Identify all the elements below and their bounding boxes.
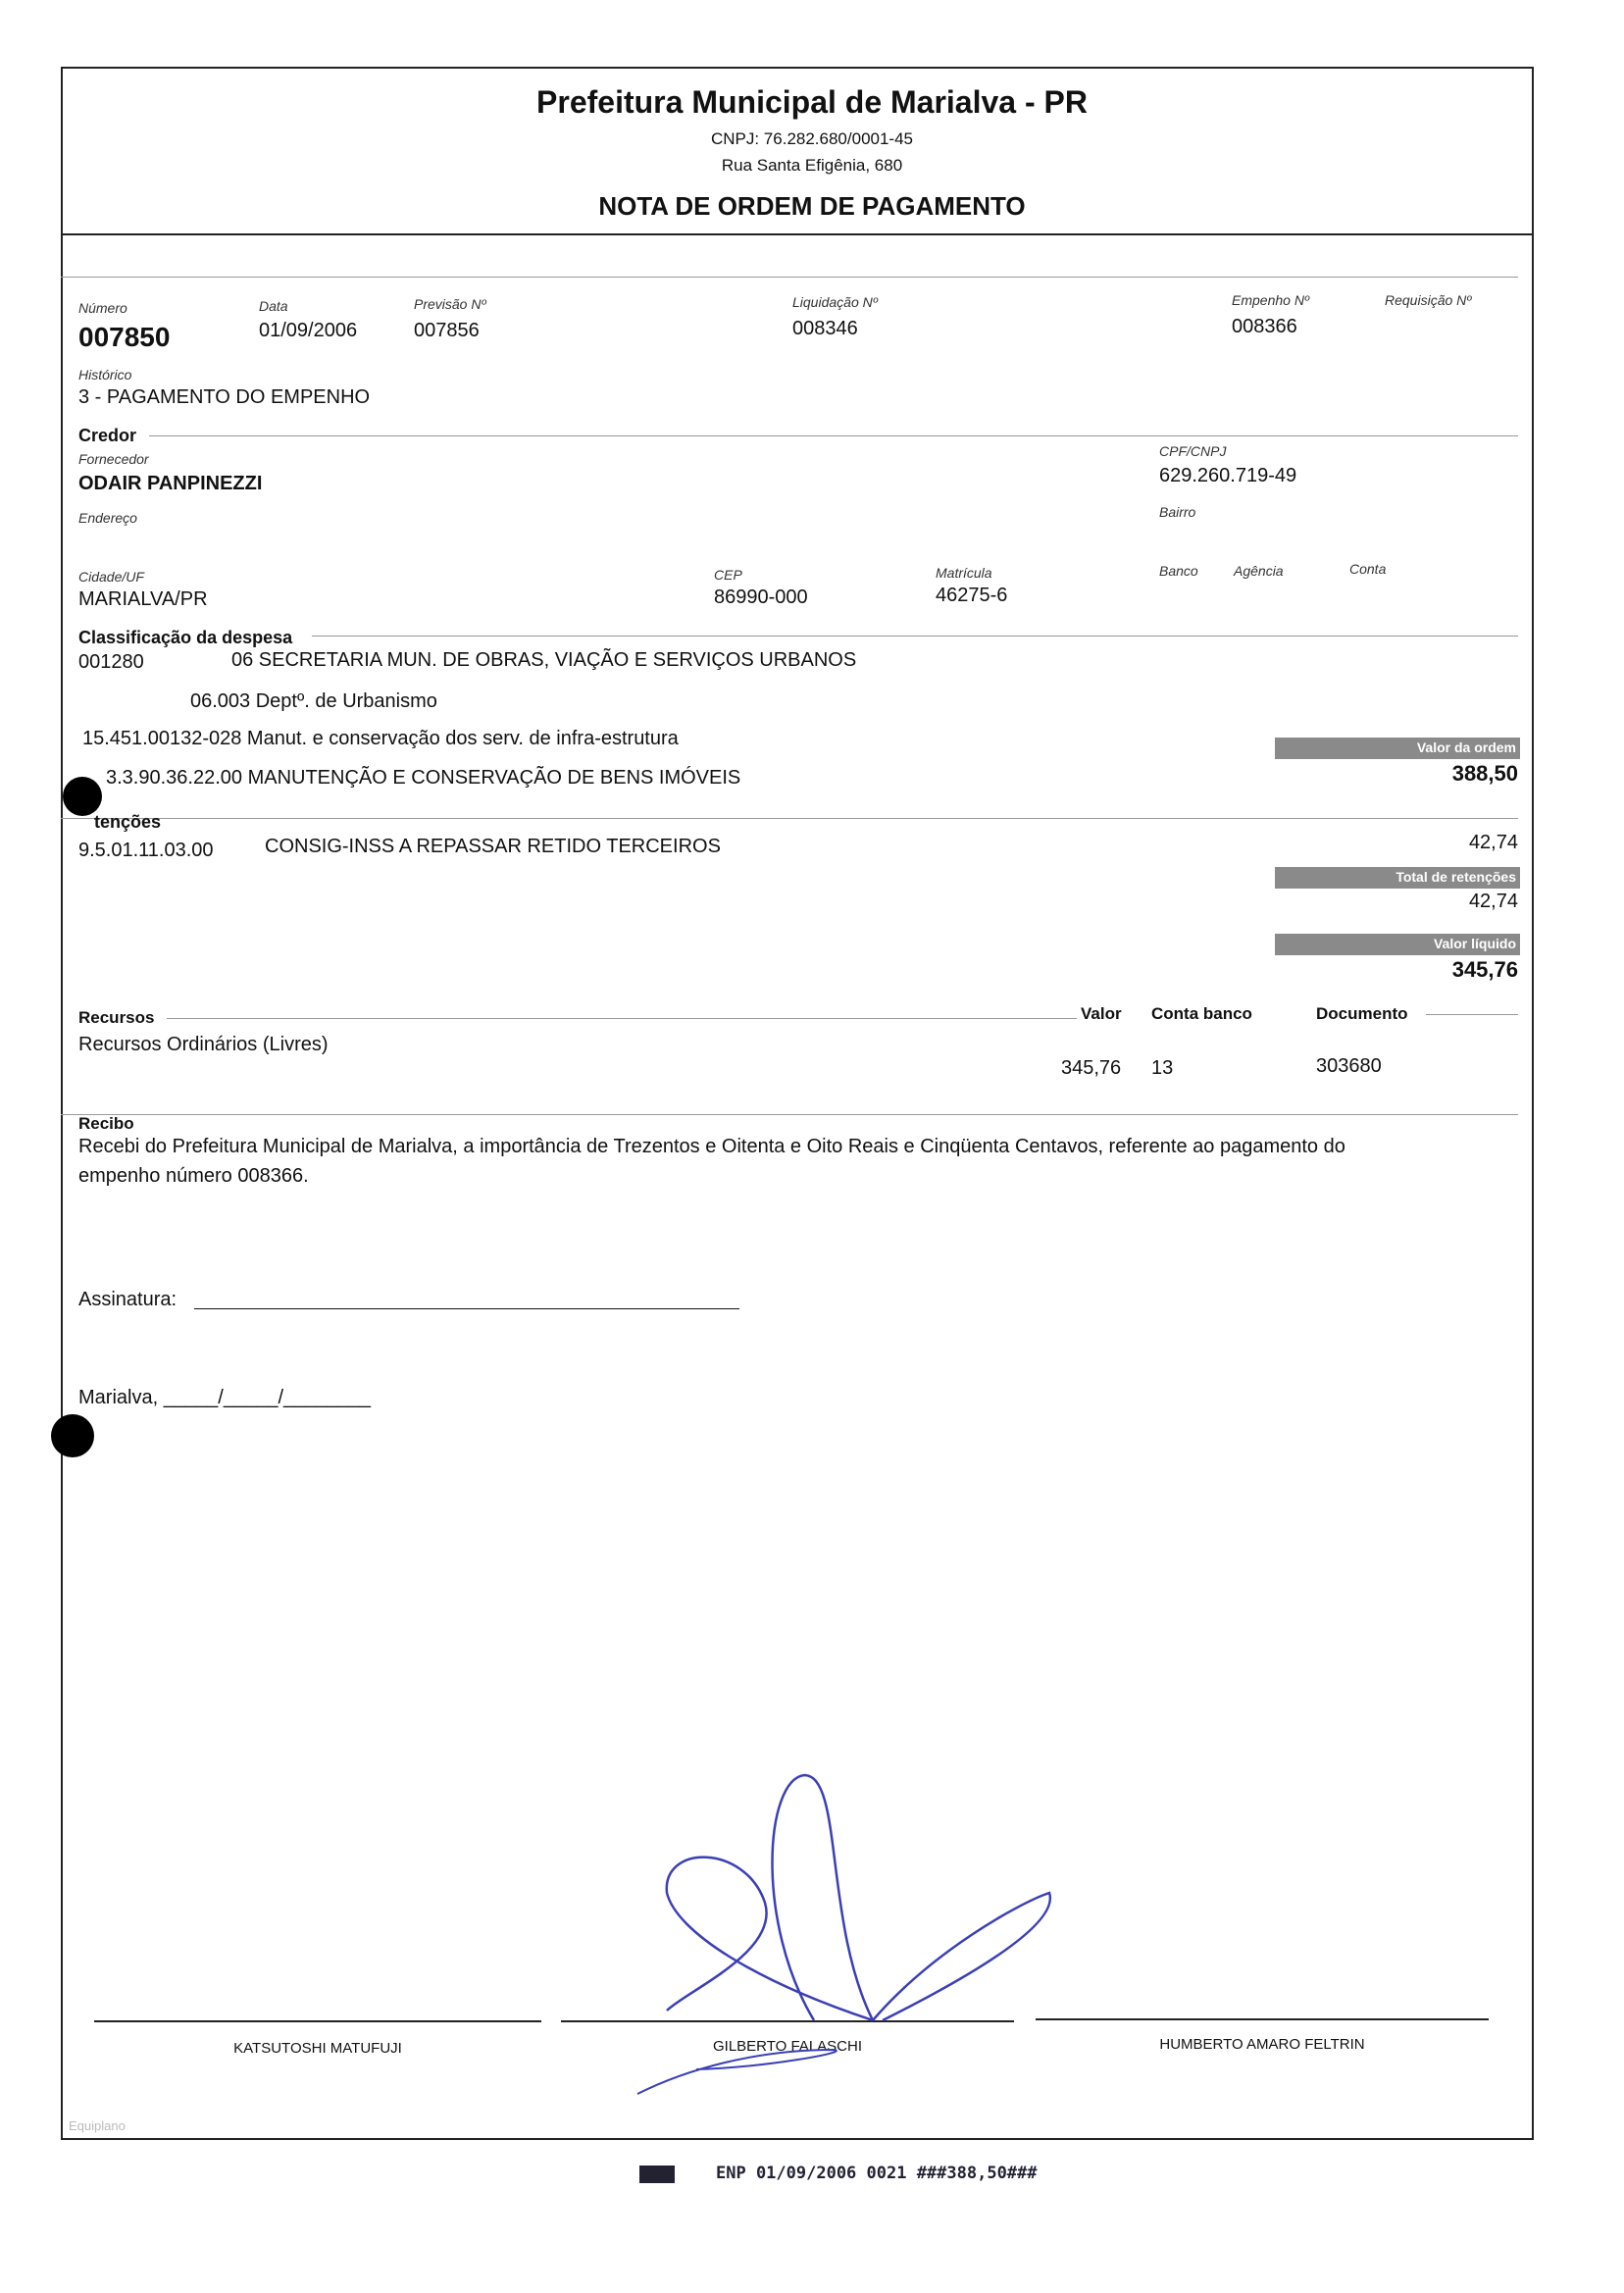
elemento-text: 3.3.90.36.22.00 MANUTENÇÃO E CONSERVAÇÃO DE BENS IMÓVEIS bbox=[106, 767, 741, 789]
recibo-line2: empenho número 008366. bbox=[78, 1165, 309, 1187]
valor-ordem-bar bbox=[1275, 738, 1520, 759]
total-retencoes-value: 42,74 bbox=[1468, 891, 1518, 912]
endereco-label: Endereço bbox=[78, 510, 137, 526]
matricula-value: 46275-6 bbox=[936, 585, 1008, 606]
signature-line-1 bbox=[94, 2020, 541, 2022]
secretaria-text: 06 SECRETARIA MUN. DE OBRAS, VIAÇÃO E SERVIÇOS URBANOS bbox=[231, 649, 857, 671]
historico-value: 3 - PAGAMENTO DO EMPENHO bbox=[78, 386, 371, 408]
empenho-label: Empenho Nº bbox=[1232, 292, 1310, 308]
recursos-conta: 13 bbox=[1151, 1057, 1174, 1079]
banco-label: Banco bbox=[1159, 563, 1198, 579]
previsao-label: Previsão Nº bbox=[414, 296, 486, 312]
stamp-barcode-icon bbox=[639, 2166, 675, 2183]
classificacao-section-title: Classificação da despesa bbox=[78, 628, 293, 647]
empenho-value: 008366 bbox=[1232, 316, 1297, 337]
recibo-section-title: Recibo bbox=[78, 1114, 134, 1133]
valor-liquido-bar bbox=[1275, 934, 1520, 955]
signatory-2: GILBERTO FALASCHI bbox=[713, 2038, 862, 2055]
signatory-3: HUMBERTO AMARO FELTRIN bbox=[1159, 2036, 1365, 2053]
recibo-line1: Recebi do Prefeitura Municipal de Marialva, a importância de Trezentos e Oitenta e Oito Reais e Cinqüenta Centavos, referente ao pagamento do bbox=[78, 1136, 1345, 1157]
recibo-divider bbox=[61, 1114, 1518, 1115]
historico-label: Histórico bbox=[78, 367, 132, 382]
retencoes-divider bbox=[61, 818, 1518, 819]
retencao-desc: CONSIG-INSS A REPASSAR RETIDO TERCEIROS bbox=[265, 836, 721, 857]
retencao-code: 9.5.01.11.03.00 bbox=[78, 840, 214, 861]
cidade-label: Cidade/UF bbox=[78, 569, 144, 585]
documento-divider bbox=[1426, 1014, 1518, 1015]
page-title: Prefeitura Municipal de Marialva - PR bbox=[536, 84, 1088, 120]
total-retencoes-label: Total de retenções bbox=[1396, 869, 1516, 885]
local-data-text: Marialva, _____/_____/________ bbox=[78, 1387, 372, 1408]
conta-label: Conta bbox=[1349, 561, 1387, 577]
cep-label: CEP bbox=[714, 567, 742, 583]
fornecedor-value: ODAIR PANPINEZZI bbox=[78, 473, 263, 494]
handwritten-signature-icon bbox=[608, 1756, 1079, 2109]
agencia-label: Agência bbox=[1234, 563, 1284, 579]
recursos-desc: Recursos Ordinários (Livres) bbox=[78, 1034, 329, 1055]
cpf-value: 629.260.719-49 bbox=[1159, 465, 1297, 486]
data-label: Data bbox=[259, 298, 288, 314]
total-retencoes-bar bbox=[1275, 867, 1520, 889]
valor-liquido-label: Valor líquido bbox=[1433, 936, 1516, 951]
recursos-valor-label: Valor bbox=[1081, 1004, 1122, 1023]
valor-ordem-value: 388,50 bbox=[1451, 761, 1518, 786]
numero-label: Número bbox=[78, 300, 127, 316]
retencoes-section-title: tenções bbox=[94, 812, 162, 832]
valor-ordem-label: Valor da ordem bbox=[1416, 739, 1516, 755]
requisicao-label: Requisição Nº bbox=[1385, 292, 1472, 308]
top-divider bbox=[61, 277, 1518, 278]
assinatura-line bbox=[194, 1308, 739, 1309]
previsao-value: 007856 bbox=[414, 320, 480, 341]
bank-stamp-text: ENP 01/09/2006 0021 ###388,50### bbox=[716, 2164, 1038, 2183]
recursos-conta-label: Conta banco bbox=[1151, 1004, 1252, 1023]
software-watermark: Equiplano bbox=[69, 2118, 126, 2133]
cnpj-text: CNPJ: 76.282.680/0001-45 bbox=[710, 129, 914, 148]
numero-value: 007850 bbox=[78, 322, 171, 352]
recursos-divider bbox=[167, 1018, 1077, 1019]
punch-hole-icon bbox=[51, 1414, 94, 1457]
cep-value: 86990-000 bbox=[714, 586, 808, 608]
signature-line-3 bbox=[1036, 2018, 1489, 2020]
recursos-documento: 303680 bbox=[1316, 1055, 1382, 1077]
recursos-documento-label: Documento bbox=[1316, 1004, 1408, 1023]
recursos-valor: 345,76 bbox=[1061, 1057, 1122, 1079]
bairro-label: Bairro bbox=[1159, 504, 1196, 520]
header-divider bbox=[61, 233, 1532, 235]
signatory-1: KATSUTOSHI MATUFUJI bbox=[233, 2040, 402, 2057]
retencao-valor: 42,74 bbox=[1468, 832, 1518, 853]
programa-text: 15.451.00132-028 Manut. e conservação dos serv. de infra-estrutura bbox=[82, 728, 679, 749]
punch-hole-icon bbox=[63, 777, 102, 816]
matricula-label: Matrícula bbox=[936, 565, 992, 581]
liquidacao-label: Liquidação Nº bbox=[792, 294, 878, 310]
classificacao-divider bbox=[312, 636, 1518, 637]
credor-section-title: Credor bbox=[78, 426, 137, 445]
fornecedor-label: Fornecedor bbox=[78, 451, 149, 467]
cpf-label: CPF/CNPJ bbox=[1159, 443, 1227, 459]
address-text: Rua Santa Efigênia, 680 bbox=[721, 156, 903, 175]
departamento-text: 06.003 Deptº. de Urbanismo bbox=[190, 690, 437, 712]
document-type-title: NOTA DE ORDEM DE PAGAMENTO bbox=[598, 191, 1026, 221]
assinatura-label: Assinatura: bbox=[78, 1289, 178, 1310]
liquidacao-value: 008346 bbox=[792, 318, 858, 339]
data-value: 01/09/2006 bbox=[259, 320, 358, 341]
credor-divider bbox=[149, 435, 1518, 436]
classificacao-code: 001280 bbox=[78, 651, 144, 673]
recursos-section-title: Recursos bbox=[78, 1008, 155, 1027]
cidade-value: MARIALVA/PR bbox=[78, 588, 208, 610]
valor-liquido-value: 345,76 bbox=[1451, 957, 1518, 982]
